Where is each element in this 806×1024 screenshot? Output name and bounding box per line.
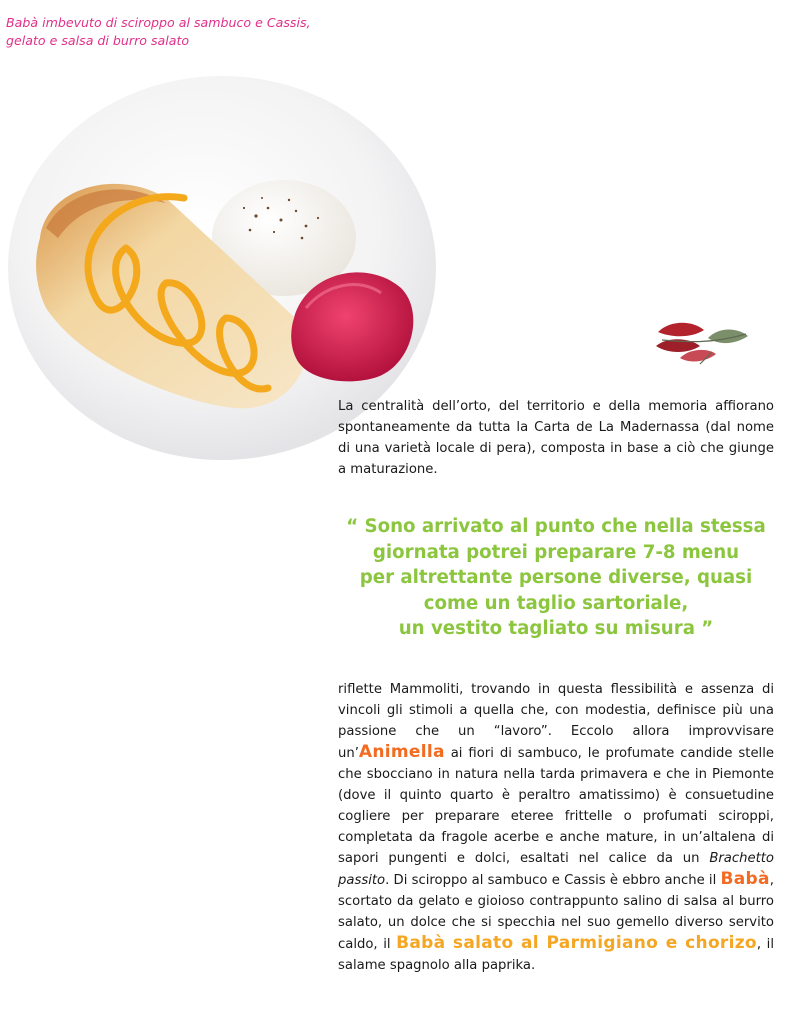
quote-line-4: come un taglio sartoriale, [423,592,689,614]
dish-name-baba: Babà [720,869,770,889]
wine-name: Brachetto passito [338,851,774,888]
quote-line-5: un vestito tagliato su misura ” [398,618,714,639]
quote-line-3: per altrettante persone diverse, quasi [359,567,753,588]
dish-name-animella: Animella [358,742,445,762]
body-paragraph [338,679,774,976]
quote-line-2: giornata potrei preparare 7-8 menu [372,541,740,563]
body-text-4: , scortato da gelato e gioioso contrappunto salino di salsa al burro salato, un dolce che si specchia nel suo gemello diverso servito caldo, il [338,873,774,952]
quote-line-1: “ Sono arrivato al punto che nella stessa [346,516,766,537]
pull-quote [336,514,776,642]
intro-paragraph: La centralità dell’orto, del territorio e della memoria affiorano spontaneamente da tutta la Carta de La Madernassa (dal nome di una varietà locale di pera), composta in base a ciò che giunge a maturazione. [338,399,774,477]
body-text-3: . Di sciroppo al sambuco e Cassis è ebbro anche il [385,873,721,888]
body-text-1: riflette Mammoliti, trovando in questa flessibilità e assenza di vincoli gli stimoli a quella che, con modestia, definisce più una passione che un “lavoro”. Eccolo allora improvvisare un’ [338,682,774,761]
photo-caption [6,14,326,50]
body-text-2: ai fiori di sambuco, le profumate candide stelle che sbocciano in natura nella tarda primavera e che in Piemonte (dove il quinto quarto è peraltro amatissimo) è consuetudine cogliere per preparare eteree frittelle o profumati sciroppi, completata da fragole acerbe e anche mature, in un’altalena di sapori pungenti e dolci, esaltati nel calice da un [338,746,774,866]
body-text-5: , il salame spagnolo alla paprika. [338,937,774,973]
caption-line-1: Babà imbevuto di sciroppo al sambuco e Cassis, [6,15,311,30]
leaf-sprig-icon [652,318,750,366]
caption-line-2: gelato e salsa di burro salato [6,33,190,48]
dish-name-baba-salato: Babà salato al Parmigiano e chorizo [396,933,757,953]
